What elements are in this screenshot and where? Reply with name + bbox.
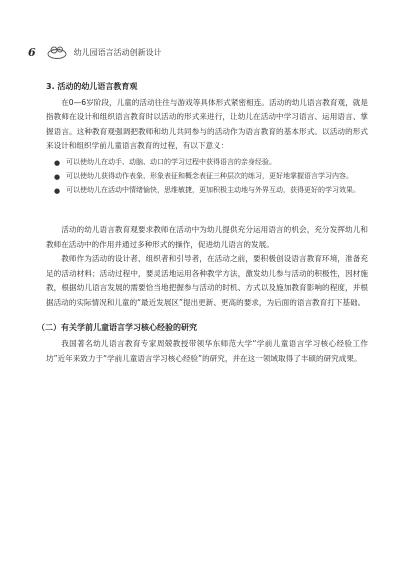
list-item bbox=[46, 169, 368, 183]
list-item bbox=[46, 183, 368, 197]
bullet-icon: ● bbox=[54, 158, 61, 167]
section-heading-3: 3. 活动的幼儿语言教育观 bbox=[46, 82, 138, 91]
page-number: 6 bbox=[28, 45, 36, 59]
page-body bbox=[37, 80, 368, 366]
bullet-icon: ● bbox=[54, 186, 61, 195]
section-heading-2: （二）有关学前儿童语言学习核心经验的研究 bbox=[37, 322, 197, 332]
book-title: 幼儿园语言活动创新设计 bbox=[73, 47, 162, 57]
list-item-text: 可以使幼儿获得动作表象、形象表征和概念表征三种层次的练习，更好地掌握语言学习内容。 bbox=[66, 171, 353, 180]
bullet-icon: ● bbox=[54, 172, 61, 181]
paragraph: 教师作为活动的设计者、组织者和引导者，在活动之前，要积极创设语言教育环境，准备充足的活动材料；活动过程中，要灵活地运用各种教学方法，激发幼儿参与活动的积极性，因材施教，根据幼儿语言发展的需要恰当地把握参与活动的时机、方式以及施加教育影响的程度，并根据活动的实际情况和儿童的“最近发展区”提出更新、更高的要求，为后面的语言教育打下基础。 bbox=[46, 254, 368, 307]
book-logo-icon bbox=[46, 44, 68, 60]
list-item-text: 可以使幼儿在动手、动脑、动口的学习过程中获得语言的亲身经验。 bbox=[66, 157, 276, 166]
paragraph: 在0—6岁阶段，儿童的活动往往与游戏等具体形式紧密相连。活动的幼儿语言教育观，就是指教师在设计和组织语言教育时以活动的形式来进行，让幼儿在活动中学习语言、运用语言、掌握语言。这种教育观强调把教师和幼儿共同参与的活动作为语言教育的基本形式。以活动的形式来设计和组织学前儿童语言教育的过程，有以下意义： bbox=[46, 97, 368, 151]
list-item bbox=[46, 155, 368, 169]
list-item-text: 可以使幼儿在活动中情绪愉快，思维敏捷，更加积极主动地与外界互动，获得更好的学习效果。 bbox=[66, 185, 360, 194]
paragraph: 活动的幼儿语言教育观要求教师在活动中为幼儿提供充分运用语言的机会，充分发挥幼儿和教师在活动中的作用并通过多种形式的操作，促进幼儿语言的发展。 bbox=[46, 224, 368, 249]
bullet-list bbox=[46, 155, 368, 197]
spacer bbox=[46, 197, 368, 223]
running-header bbox=[28, 44, 162, 60]
paragraph: 我国著名幼儿语言教育专家周兢教授带领华东师范大学“学前儿童语言学习核心经验工作坊”近年来致力于“学前儿童语言学习核心经验”的研究，并在这一领域取得了丰硕的研究成果。 bbox=[46, 339, 368, 363]
